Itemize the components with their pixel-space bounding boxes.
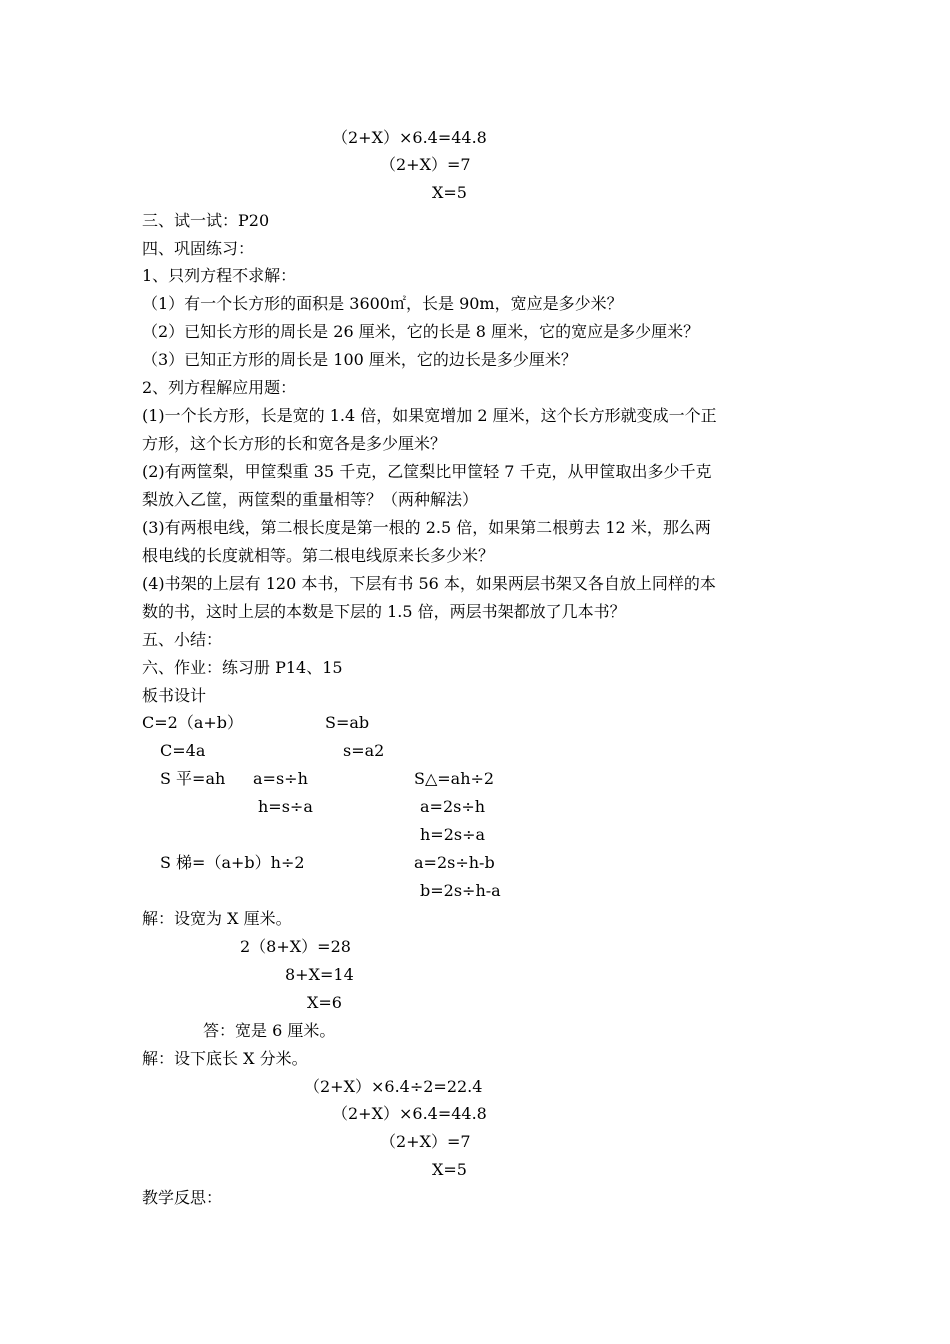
formula-parallelogram-area: S 平=ah (160, 769, 226, 788)
formula-parallelogram-base: a=s÷h (253, 769, 308, 788)
solution-1-answer: 答：宽是 6 厘米。 (203, 1021, 336, 1040)
solution-2-equation-2: （2+X）×6.4=44.8 (332, 1104, 487, 1123)
exercise-2-question-1-line-1: (1)一个长方形，长是宽的 1.4 倍，如果宽增加 2 厘米，这个长方形就变成一个正 (142, 406, 717, 425)
exercise-2-question-2-line-2: 梨放入乙筐，两筐梨的重量相等？（两种解法） (142, 490, 479, 509)
exercise-2-question-3-line-2: 根电线的长度就相等。第二根电线原来长多少米？ (142, 546, 495, 565)
section-3-heading: 三、试一试：P20 (142, 211, 270, 230)
exercise-2-title: 2、列方程解应用题： (142, 378, 297, 397)
solution-2-equation-4: X=5 (432, 1160, 467, 1179)
exercise-2-question-3-line-1: (3)有两根电线，第二根长度是第一根的 2.5 倍，如果第二根剪去 12 米，那么两 (142, 518, 711, 537)
top-equation-3: X=5 (432, 183, 467, 202)
top-equation-1: （2+X）×6.4=44.8 (332, 128, 487, 147)
formula-trapezoid-base-a: a=2s÷h-b (414, 853, 495, 872)
exercise-1-question-1: （1）有一个长方形的面积是 3600㎡，长是 90m，宽应是多少米？ (142, 294, 623, 313)
exercise-2-question-4-line-2: 数的书，这时上层的本数是下层的 1.5 倍，两层书架都放了几本书？ (142, 602, 626, 621)
formula-triangle-height: h=2s÷a (420, 825, 486, 844)
exercise-2-question-1-line-2: 方形，这个长方形的长和宽各是多少厘米？ (142, 434, 447, 453)
formula-trapezoid-area: S 梯=（a+b）h÷2 (160, 853, 305, 872)
formula-trapezoid-base-b: b=2s÷h-a (420, 881, 501, 900)
solution-2-equation-3: （2+X）=7 (380, 1132, 471, 1151)
solution-2-title: 解：设下底长 X 分米。 (142, 1049, 308, 1068)
formula-triangle-base: a=2s÷h (420, 797, 486, 816)
formula-square-perimeter: C=4a (160, 741, 206, 760)
solution-1-equation-3: X=6 (307, 993, 342, 1012)
section-5-heading: 五、小结： (142, 630, 223, 649)
teaching-reflection-heading: 教学反思： (142, 1188, 223, 1207)
formula-square-area: s=a2 (343, 741, 385, 760)
formula-triangle-area: S△=ah÷2 (414, 769, 495, 788)
solution-1-equation-2: 8+X=14 (285, 965, 354, 984)
board-design-title: 板书设计 (142, 686, 207, 705)
solution-1-equation-1: 2（8+X）=28 (240, 937, 351, 956)
section-6-heading: 六、作业：练习册 P14、15 (142, 658, 343, 677)
section-4-heading: 四、巩固练习： (142, 239, 255, 258)
exercise-2-question-2-line-1: (2)有两筐梨，甲筐梨重 35 千克，乙筐梨比甲筐轻 7 千克，从甲筐取出多少千克 (142, 462, 712, 481)
exercise-1-question-3: （3）已知正方形的周长是 100 厘米，它的边长是多少厘米？ (142, 350, 577, 369)
exercise-2-question-4-line-1: (4)书架的上层有 120 本书，下层有书 56 本，如果两层书架又各自放上同样的本 (142, 574, 716, 593)
solution-1-title: 解：设宽为 X 厘米。 (142, 909, 292, 928)
top-equation-2: （2+X）=7 (380, 155, 471, 174)
exercise-1-title: 1、只列方程不求解： (142, 266, 297, 285)
formula-rect-perimeter: C=2（a+b） (142, 713, 244, 732)
formula-rect-area: S=ab (325, 713, 370, 732)
solution-2-equation-1: （2+X）×6.4÷2=22.4 (304, 1077, 483, 1096)
exercise-1-question-2: （2）已知长方形的周长是 26 厘米，它的长是 8 厘米，它的宽应是多少厘米？ (142, 322, 700, 341)
formula-parallelogram-height: h=s÷a (258, 797, 313, 816)
